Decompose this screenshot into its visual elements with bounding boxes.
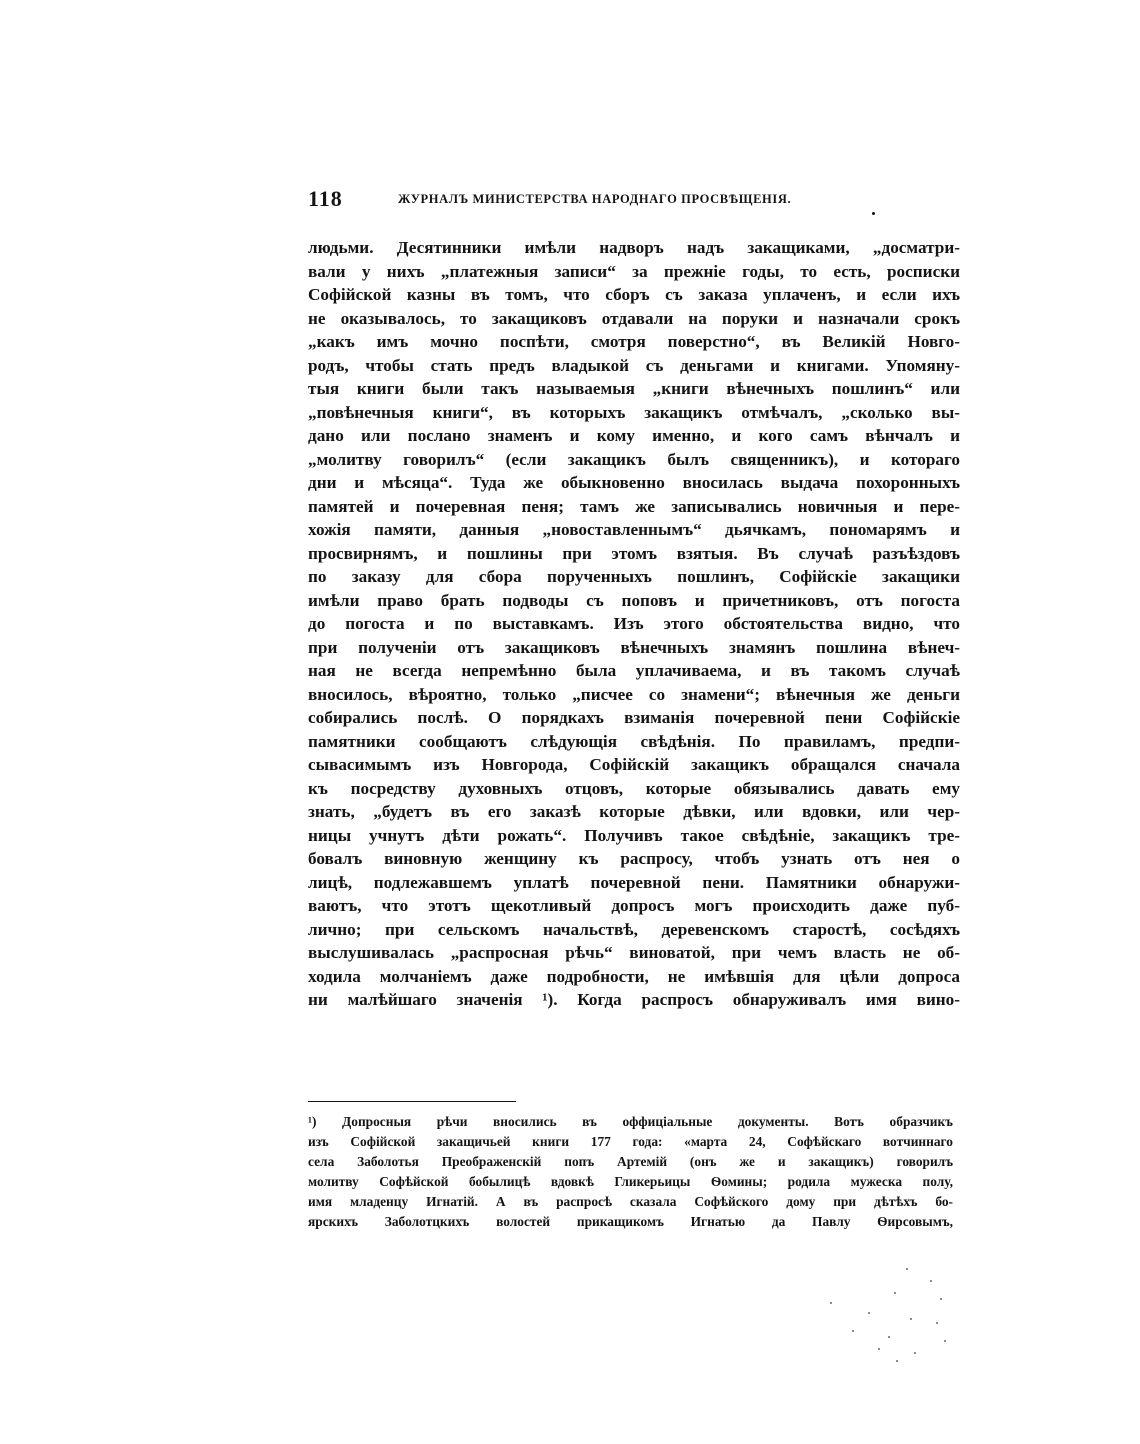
scan-speck: [914, 1352, 916, 1354]
text-line: до погоста и по выставкамъ. Изъ этого обстоятельства видно, что: [308, 614, 960, 633]
text-line: „повѣнечныя книги“, въ которыхъ закащикъ отмѣчалъ, „сколько вы-: [308, 402, 960, 422]
scan-speck: [868, 1312, 870, 1314]
text-line: памятники сообщаютъ слѣдующія свѣдѣнія. По правиламъ, предпи-: [308, 731, 960, 751]
scan-speck: [910, 1318, 912, 1320]
scan-speck: [906, 1268, 908, 1270]
text-line: родъ, чтобы стать предъ владыкой съ деньгами и книгами. Упомяну-: [308, 355, 960, 375]
text-line: людьми. Десятинники имѣли надворъ надъ закащиками, „досматри-: [308, 238, 960, 257]
text-line: знать, „будетъ въ его заказѣ которые дѣвки, или вдовки, или чер-: [308, 802, 960, 821]
scan-speck: [944, 1340, 946, 1342]
footnote-line: ярскихъ Заболотцкихъ волостей прикащикомъ Игнатью да Павлу Ѳирсовымъ,: [308, 1214, 953, 1229]
scan-speck: [830, 1302, 832, 1304]
text-line: по заказу для сбора порученныхъ пошлинъ, Софійскіе закащики: [308, 567, 960, 586]
text-line: „какъ имъ мочно поспѣти, смотря поверстно“, въ Великій Новго-: [308, 332, 960, 351]
main-text: [308, 236, 960, 1012]
text-line: ни малѣйшаго значенія ¹). Когда распросъ обнаруживалъ имя вино-: [308, 990, 960, 1009]
text-line: тыя книги были такъ называемыя „книги вѣнечныхъ пошлинъ“ или: [308, 379, 960, 398]
text-line: просвирнямъ, и пошлины при этомъ взятыя. Въ случаѣ разъѣздовъ: [308, 543, 960, 563]
text-line: собирались послѣ. О порядкахъ взиманія почеревной пени Софійскіе: [308, 708, 960, 727]
footnote-line: имя младенцу Игнатій. А въ распросѣ сказала Софѣйского дому при дѣтѣхъ бо-: [308, 1194, 953, 1209]
running-title: ЖУРНАЛЪ МИНИСТЕРСТВА НАРОДНАГО ПРОСВѢЩЕНІЯ.: [398, 192, 792, 206]
text-line: ная не всегда непремѣнно была уплачиваема, и въ такомъ случаѣ: [308, 661, 960, 680]
text-line: вали у нихъ „платежныя записи“ за прежніе годы, то есть, росписки: [308, 261, 960, 281]
scan-speck: [940, 1298, 942, 1300]
footnote-line: ¹) Допросныя рѣчи вносились въ оффиціальные документы. Вотъ образчикъ: [308, 1114, 953, 1129]
text-line: хожія памяти, данныя „новоставленнымъ“ дьячкамъ, пономарямъ и: [308, 520, 960, 539]
scan-speck: [930, 1280, 932, 1282]
text-line: дано или послано знаменъ и кому именно, и кого самъ вѣнчалъ и: [308, 426, 960, 445]
scan-speck: [936, 1322, 938, 1324]
text-line: бовалъ виновную женщину къ распросу, чтобъ узнать отъ нея о: [308, 849, 960, 868]
text-line: дни и мѣсяца“. Туда же обыкновенно вносилась выдача похоронныхъ: [308, 473, 960, 492]
footnote-line: молитву Софѣйской бобылицѣ вдовкѣ Гликерьицы Ѳомины; родила мужеска полу,: [308, 1174, 953, 1189]
footnote-line: села Заболотья Преображенскій попъ Артемій (онъ же и закащикъ) говорилъ: [308, 1154, 953, 1169]
text-line: при полученіи отъ закащиковъ вѣнечныхъ знамянъ пошлина вѣнеч-: [308, 637, 960, 657]
text-line: памятей и почеревная пеня; тамъ же записывались новичныя и пере-: [308, 496, 960, 516]
footnote-line: изъ Софійской закащичьей книги 177 года: «марта 24, Софѣйскаго вотчиннаго: [308, 1134, 953, 1149]
text-line: вносилось, вѣроятно, только „писчее со знамени“; вѣнечныя же деньги: [308, 684, 960, 704]
header-speck: [872, 212, 875, 215]
text-line: сывасимымъ изъ Новгорода, Софійскій закащикъ обращался сначала: [308, 755, 960, 774]
scan-speck: [888, 1336, 890, 1338]
text-line: имѣли право брать подводы съ поповъ и причетниковъ, отъ погоста: [308, 590, 960, 610]
footnotes: [308, 1112, 953, 1232]
text-line: къ посредству духовныхъ отцовъ, которые обязывались давать ему: [308, 778, 960, 798]
text-line: Софійской казны въ томъ, что сборъ съ заказа уплаченъ, и если ихъ: [308, 285, 960, 304]
text-line: ходила молчаніемъ даже подробности, не имѣвшія для цѣли допроса: [308, 966, 960, 986]
scan-speck: [896, 1360, 898, 1362]
text-line: лично; при сельскомъ начальствѣ, деревенскомъ старостѣ, сосѣдяхъ: [308, 919, 960, 939]
scan-speck: [894, 1292, 896, 1294]
scan-speck: [878, 1348, 880, 1350]
text-line: выслушивалась „распросная рѣчь“ виноватой, при чемъ власть не об-: [308, 943, 960, 962]
page-number: 118: [308, 186, 343, 211]
text-line: ницы учнутъ дѣти рожать“. Получивъ такое свѣдѣніе, закащикъ тре-: [308, 825, 960, 845]
text-line: „молитву говорилъ“ (если закащикъ былъ священникъ), и котораго: [308, 449, 960, 469]
text-line: не оказывалось, то закащиковъ отдавали на поруки и назначали срокъ: [308, 308, 960, 328]
scan-speck: [852, 1330, 854, 1332]
footnote-separator: [308, 1101, 516, 1102]
text-line: ваютъ, что этотъ щекотливый допросъ могъ происходить даже пуб-: [308, 896, 960, 915]
page-header: [308, 186, 960, 216]
text-line: лицѣ, подлежавшемъ уплатѣ почеревной пени. Памятники обнаружи-: [308, 872, 960, 892]
